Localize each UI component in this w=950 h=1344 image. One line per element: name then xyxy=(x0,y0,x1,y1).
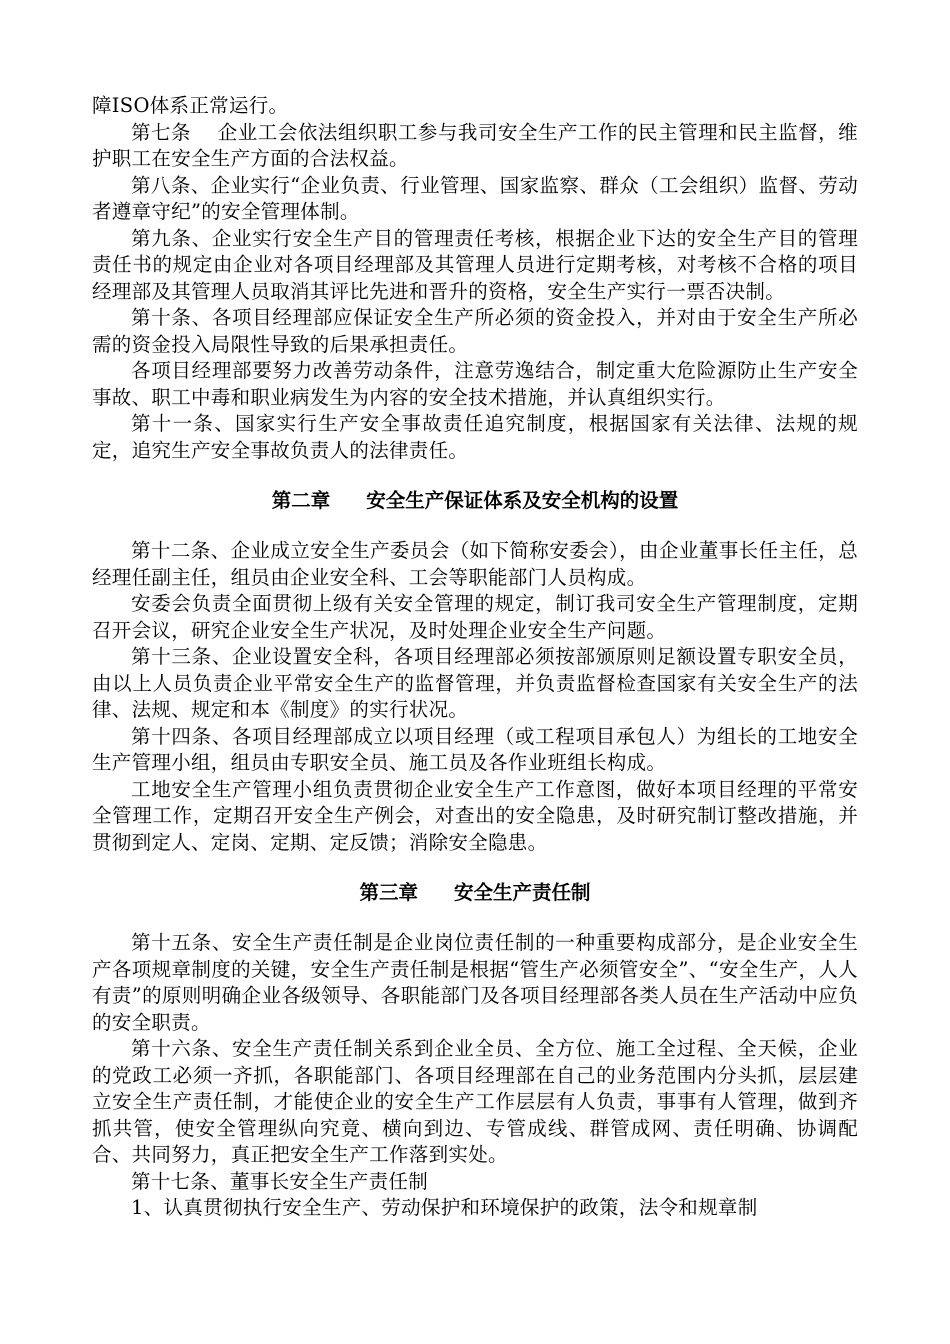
paragraph-article-11: 第十一条、国家实行生产安全事故责任追究制度，根据国家有关法律、法规的规定，追究生产安全事故负责人的法律责任。 xyxy=(92,412,858,462)
paragraph-article-10: 第十条、各项目经理部应保证安全生产所必须的资金投入，并对由于安全生产所必需的资金投入局限性导致的后果承担责任。 xyxy=(92,306,858,356)
chapter-heading xyxy=(92,488,858,514)
paragraph-article-17: 第十七条、董事长安全生产责任制 xyxy=(131,1169,429,1193)
chapter-heading xyxy=(92,880,858,906)
paragraph-article-8: 第八条、企业实行“企业负责、行业管理、国家监察、群众（工会组织）监督、劳动者遵章守纪”的安全管理体制。 xyxy=(92,173,858,223)
paragraph-article-12: 第十二条、企业成立安全生产委员会（如下简称安委会），由企业董事长任主任，总经理任副主任，组员由企业安全科、工会等职能部门人员构成。 xyxy=(92,539,858,589)
paragraph-article-16: 第十六条、安全生产责任制关系到企业全员、全方位、施工全过程、全天候，企业的党政工必须一齐抓，各职能部门、各项目经理部在自己的业务范围内分头抓，层层建立安全生产责任制，才能使企业的安全生产工作层层有人负责，事事有人管理，做到齐抓共管，使安全管理纵向究竟、横向到边、专管成线、群管成网、责任明确、协调配合、共同努力，真正把安全生产工作落到实处。 xyxy=(92,1037,858,1166)
paragraph-article-13: 第十三条、企业设置安全科，各项目经理部必须按部颁原则足额设置专职安全员，由以上人员负责企业平常安全生产的监督管理，并负责监督检查国家有关安全生产的法律、法规、规定和本《制度》的实行状况。 xyxy=(92,645,858,721)
paragraph-article-15: 第十五条、安全生产责任制是企业岗位责任制的一种重要构成部分，是企业安全生产各项规章制度的关键，安全生产责任制是根据“管生产必须管安全”、“安全生产，人人有责”的原则明确企业各级领导、各职能部门及各项目经理部各类人员在生产活动中应负的安全职责。 xyxy=(92,931,858,1034)
paragraph: 障ISO体系正常运行。 xyxy=(92,94,289,117)
list-item: 1、认真贯彻执行安全生产、劳动保护和环境保护的政策，法令和规章制 xyxy=(131,1196,758,1219)
chapter-title: 安全生产保证体系及安全机构的设置 xyxy=(366,489,679,512)
document-page xyxy=(92,93,858,1222)
chapter-number: 第二章 xyxy=(271,489,331,512)
paragraph: 安委会负责全面贯彻上级有关安全管理的规定，制订我司安全生产管理制度，定期召开会议，研究企业安全生产状况，及时处理企业安全生产问题。 xyxy=(92,592,858,642)
paragraph-article-14: 第十四条、各项目经理部成立以项目经理（或工程项目承包人）为组长的工地安全生产管理小组，组员由专职安全员、施工员及各作业班组长构成。 xyxy=(92,724,858,774)
chapter-title: 安全生产责任制 xyxy=(454,881,591,904)
chapter-number: 第三章 xyxy=(359,881,418,904)
paragraph-article-7: 第七条 企业工会依法组织职工参与我司安全生产工作的民主管理和民主监督，维护职工在安全生产方面的合法权益。 xyxy=(92,120,858,170)
paragraph: 各项目经理部要努力改善劳动条件，注意劳逸结合，制定重大危险源防止生产安全事故、职工中毒和职业病发生为内容的安全技术措施，并认真组织实行。 xyxy=(92,359,858,409)
paragraph: 工地安全生产管理小组负责贯彻企业安全生产工作意图，做好本项目经理的平常安全管理工作，定期召开安全生产例会，对查出的安全隐患，及时研究制订整改措施，并贯彻到定人、定岗、定期、定反馈；消除安全隐患。 xyxy=(92,777,858,854)
paragraph-article-9: 第九条、企业实行安全生产目的管理责任考核，根据企业下达的安全生产目的管理责任书的规定由企业对各项目经理部及其管理人员进行定期考核，对考核不合格的项目经理部及其管理人员取消其评比先进和晋升的资格，安全生产实行一票否决制。 xyxy=(92,226,858,303)
